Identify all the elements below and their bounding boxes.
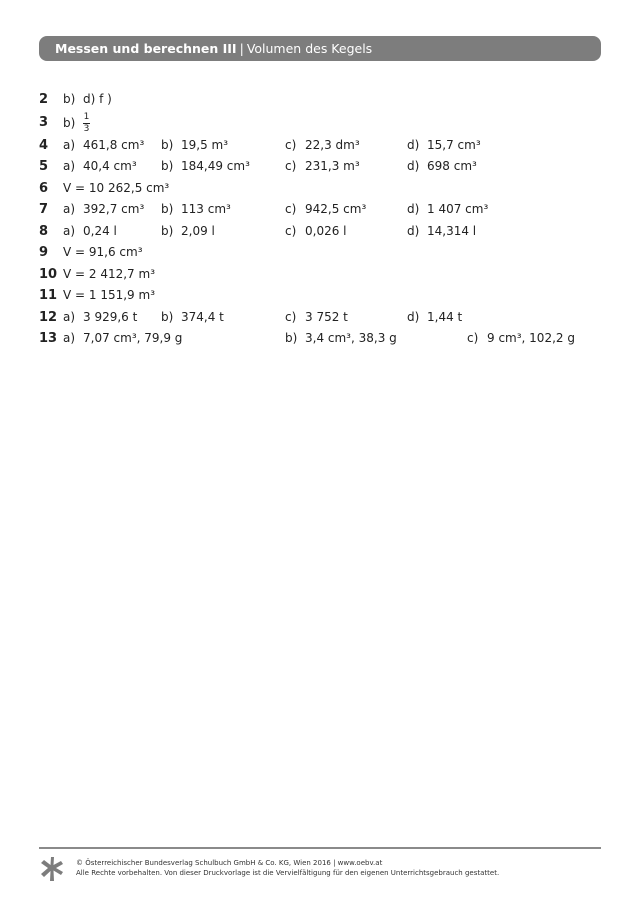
answer-row	[39, 264, 599, 286]
answer-row	[39, 89, 599, 111]
answer-cell	[161, 221, 215, 243]
task-number: 8	[39, 223, 49, 239]
answer-cell	[407, 135, 481, 157]
answer-cell	[285, 221, 347, 243]
page-header-bar	[39, 36, 601, 61]
answer-value: 9 cm³, 102,2 g	[487, 331, 575, 345]
answer-value: 184,49 cm³	[181, 159, 250, 173]
answer-cell	[285, 156, 360, 178]
answer-row	[39, 111, 599, 135]
answer-value: V = 91,6 cm³	[63, 245, 143, 259]
footer-copyright	[76, 858, 499, 878]
answer-cell	[407, 221, 476, 243]
answer-row	[39, 199, 599, 221]
answer-label: b)	[63, 92, 76, 106]
answer-value: V = 1 151,9 m³	[63, 288, 156, 302]
task-number: 10	[39, 266, 58, 282]
answer-cell	[467, 328, 575, 350]
answer-value: 3,4 cm³, 38,3 g	[305, 331, 397, 345]
answer-value: 231,3 m³	[305, 159, 360, 173]
answer-label: d)	[407, 137, 420, 152]
answer-label: b)	[161, 159, 174, 173]
footer-line-1: © Österreichischer Bundesverlag Schulbuch GmbH & Co. KG, Wien 2016 | www.oebv.at	[76, 859, 383, 867]
fraction-denominator: 3	[83, 123, 90, 134]
task-number: 13	[39, 331, 58, 346]
answer-value: 0,026 l	[305, 223, 347, 238]
answer-cell	[63, 221, 117, 243]
header-title: Messen und berechnen III	[55, 41, 237, 56]
answer-row	[39, 242, 599, 264]
task-number: 3	[39, 114, 49, 130]
answer-label: a)	[63, 331, 76, 345]
answer-cell	[63, 178, 169, 200]
answer-value: 392,7 cm³	[83, 202, 145, 216]
answer-value: 14,314 l	[427, 223, 477, 238]
answer-label: b)	[161, 309, 174, 324]
answer-label: a)	[63, 202, 76, 216]
answer-row	[39, 307, 599, 329]
answer-cell	[63, 111, 90, 135]
answer-cell	[161, 199, 231, 221]
answer-label: a)	[63, 223, 76, 238]
task-number: 2	[39, 92, 49, 107]
answer-row	[39, 178, 599, 200]
answer-cell	[407, 307, 462, 329]
answer-cell	[161, 156, 250, 178]
answer-label: c)	[285, 223, 297, 238]
answer-row	[39, 156, 599, 178]
answer-row	[39, 135, 599, 157]
answer-cell	[161, 135, 228, 157]
answer-row	[39, 285, 599, 307]
answer-cell	[63, 307, 137, 329]
answer-value: 7,07 cm³, 79,9 g	[83, 331, 183, 345]
answer-row	[39, 328, 599, 350]
answer-label: b)	[63, 115, 76, 130]
answer-cell	[63, 242, 143, 264]
answer-value: 3 752 t	[305, 309, 348, 324]
fraction-numerator: 1	[83, 111, 90, 122]
answer-value: 374,4 t	[181, 309, 224, 324]
answer-value: 40,4 cm³	[83, 159, 137, 173]
answer-value: V = 2 412,7 m³	[63, 266, 156, 281]
answer-label: d)	[407, 309, 420, 324]
task-number: 9	[39, 245, 49, 260]
answer-value: 1,44 t	[427, 309, 463, 324]
task-number: 4	[39, 137, 49, 153]
answer-list	[39, 89, 599, 350]
answer-cell	[407, 199, 488, 221]
answer-cell	[285, 328, 397, 350]
task-number: 12	[39, 309, 58, 325]
answer-cell	[63, 264, 155, 286]
answer-label: b)	[161, 202, 174, 216]
answer-label: b)	[161, 137, 174, 152]
answer-value: 113 cm³	[181, 202, 231, 216]
answer-cell	[285, 307, 348, 329]
answer-value: 0,24 l	[83, 223, 117, 238]
answer-cell	[63, 199, 144, 221]
answer-value: 2,09 l	[181, 223, 215, 238]
header-separator: |	[239, 41, 244, 56]
answer-value: 3 929,6 t	[83, 309, 138, 324]
answer-value: 461,8 cm³	[83, 137, 145, 152]
answer-cell	[407, 156, 477, 178]
answer-cell	[285, 135, 360, 157]
answer-value: 1 407 cm³	[427, 202, 489, 216]
answer-cell	[63, 328, 182, 350]
answer-row	[39, 221, 599, 243]
answer-label: a)	[63, 159, 76, 173]
answer-value: d) f )	[83, 92, 112, 106]
task-number: 6	[39, 180, 49, 196]
answer-label: a)	[63, 309, 76, 324]
footer-line-2: Alle Rechte vorbehalten. Von dieser Druckvorlage ist die Vervielfältigung für den eigenen Unterrichtsgebrauch gestattet.	[76, 869, 500, 877]
fraction	[83, 113, 90, 134]
answer-label: a)	[63, 137, 76, 152]
task-number: 5	[39, 159, 49, 174]
answer-value: 15,7 cm³	[427, 137, 481, 152]
answer-label: c)	[285, 202, 297, 216]
task-number: 7	[39, 202, 49, 217]
answer-value: 942,5 cm³	[305, 202, 367, 216]
answer-cell	[63, 156, 137, 178]
answer-label: c)	[285, 309, 297, 324]
answer-label: c)	[285, 159, 297, 173]
answer-cell	[161, 307, 224, 329]
answer-cell	[63, 285, 155, 307]
answer-cell	[285, 199, 366, 221]
answer-cell	[63, 135, 144, 157]
oebv-logo-icon	[40, 857, 64, 881]
answer-value: 19,5 m³	[181, 137, 229, 152]
answer-value: V = 10 262,5 cm³	[63, 180, 170, 195]
answer-label: b)	[285, 331, 298, 345]
answer-label: c)	[285, 137, 297, 152]
answer-label: d)	[407, 202, 420, 216]
answer-label: d)	[407, 223, 420, 238]
answer-cell	[63, 89, 112, 111]
answer-value: 22,3 dm³	[305, 137, 360, 152]
answer-label: b)	[161, 223, 174, 238]
answer-label: d)	[407, 159, 420, 173]
answer-label: c)	[467, 331, 479, 345]
task-number: 11	[39, 288, 58, 303]
header-subtitle: Volumen des Kegels	[246, 41, 373, 56]
footer-divider	[39, 847, 601, 849]
answer-value: 698 cm³	[427, 159, 477, 173]
